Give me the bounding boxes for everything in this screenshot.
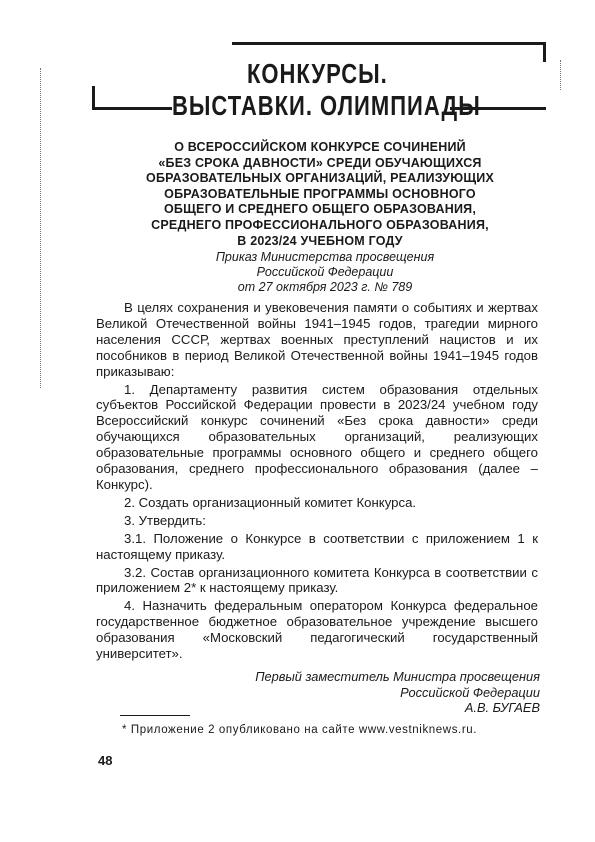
order-line: Приказ Министерства просвещения — [215, 250, 435, 264]
header-frame-line — [92, 107, 172, 110]
order-reference — [200, 250, 450, 296]
paragraph: 3.1. Положение о Конкурсе в соответствии с приложением 1 к настоящему приказу. — [96, 530, 538, 562]
header-frame-line — [232, 42, 546, 45]
signature-line: А.В. БУГАЕВ — [464, 700, 540, 715]
order-line: от 27 октября 2023 г. № 789 — [237, 280, 413, 295]
order-line: Российской Федерации — [256, 265, 394, 280]
paragraph: 3.2. Состав организационного комитета Конкурса в соответствии с приложением 2* к настоящему приказу. — [96, 564, 538, 596]
title-line: СРЕДНЕГО ПРОФЕССИОНАЛЬНОГО ОБРАЗОВАНИЯ, — [151, 217, 489, 232]
section-header — [92, 40, 547, 120]
page-number: 48 — [98, 753, 113, 768]
title-line: «БЕЗ СРОКА ДАВНОСТИ» СРЕДИ ОБУЧАЮЩИХСЯ — [158, 155, 482, 170]
title-line: О ВСЕРОССИЙСКОМ КОНКУРСЕ СОЧИНЕНИЙ — [174, 140, 466, 154]
signature-block — [220, 669, 540, 716]
paragraph: В целях сохранения и увековечения памяти о событиях и жертвах Великой Отечественной войны 1941–1945 годов, трагедии мирного населения СССР, жертвах военных преступлений нацистов и их пособников в период Великой Отечественной войны 1941–1945 годов приказываю: — [96, 300, 538, 379]
title-line: В 2023/24 УЧЕБНОМ ГОДУ — [237, 233, 403, 248]
margin-dots-right — [560, 60, 563, 90]
document-title — [110, 140, 530, 249]
document-body — [96, 300, 538, 662]
margin-dots-left — [40, 68, 43, 388]
paragraph: 4. Назначить федеральным оператором Конкурса федеральное государственное бюджетное образовательное учреждение высшего образования «Московский педагогический государственный университет». — [96, 598, 538, 662]
paragraph: 3. Утвердить: — [124, 512, 206, 528]
title-line: ОБЩЕГО И СРЕДНЕГО ОБЩЕГО ОБРАЗОВАНИЯ, — [163, 202, 476, 217]
footnote: * Приложение 2 опубликовано на сайте www.vestniknews.ru. — [122, 724, 478, 736]
footnote-rule — [120, 715, 190, 716]
header-frame-line — [543, 42, 546, 62]
section-title-line1: КОНКУРСЫ. — [247, 58, 388, 90]
title-line: ОБРАЗОВАТЕЛЬНЫЕ ПРОГРАММЫ ОСНОВНОГО — [164, 186, 476, 201]
section-title-line2: ВЫСТАВКИ. ОЛИМПИАДЫ — [172, 90, 481, 122]
signature-line: Первый заместитель Министра просвещения — [255, 669, 540, 684]
paragraph: 2. Создать организационный комитет Конкурса. — [124, 494, 417, 510]
title-line: ОБРАЗОВАТЕЛЬНЫХ ОРГАНИЗАЦИЙ, РЕАЛИЗУЮЩИХ — [146, 171, 494, 186]
paragraph: 1. Департаменту развития систем образования отдельных субъектов Российской Федерации провести в 2023/24 учебном году Всероссийский конкурс сочинений «Без срока давности» среди обучающихся образовательных организаций, реализующих образовательные программы основного общего и среднего общего образования, среднего профессионального образования (далее – Конкурс). — [96, 381, 538, 492]
signature-line: Российской Федерации — [400, 684, 540, 700]
